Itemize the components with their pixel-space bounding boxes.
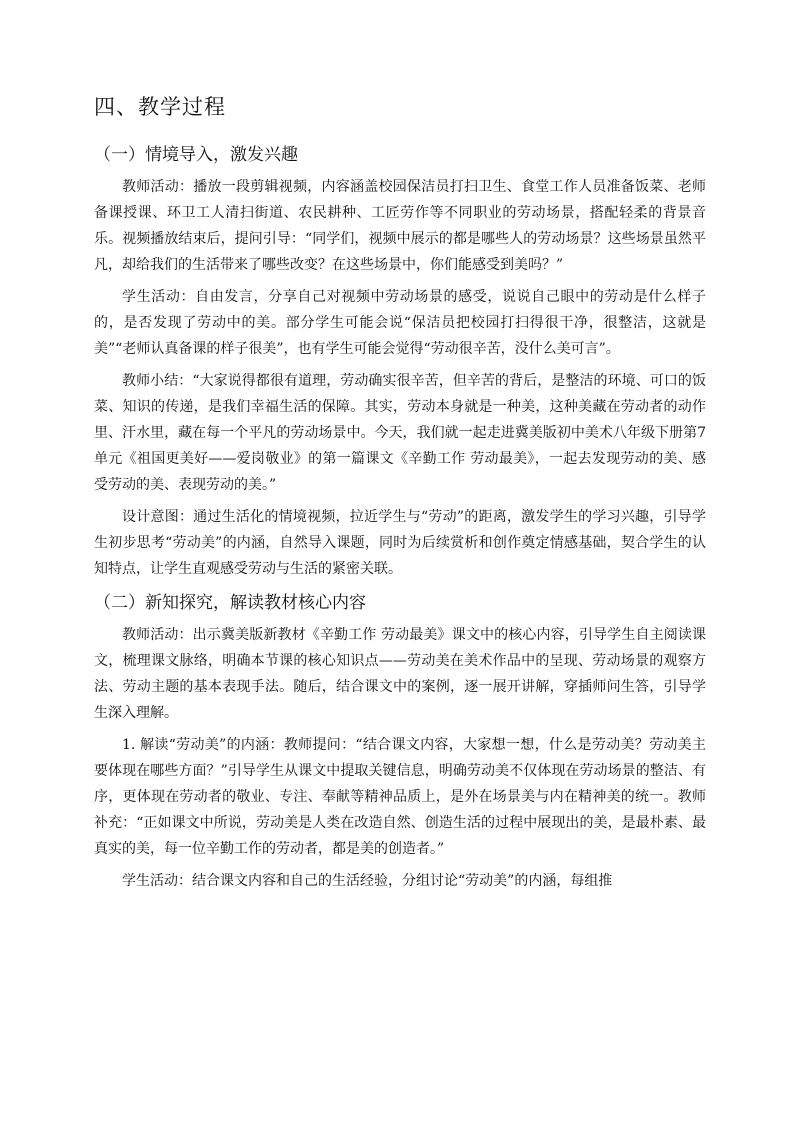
section-heading: 四、教学过程 — [94, 95, 226, 119]
subsection-title-1: （一）情境导入，激发兴趣 — [94, 145, 298, 165]
paragraph: 学生活动：结合课文内容和自己的生活经验，分组讨论“劳动美”的内涵，每组推 — [122, 873, 613, 889]
document-page — [94, 92, 706, 900]
paragraph: 设计意图：通过生活化的情境视频，拉近学生与“劳动”的距离，激发学生的学习兴趣，引导学生初步思考“劳动美”的内涵，自然导入课题，同时为后续赏析和创作奠定情感基础，契合学生的认知特点，让学生直观感受劳动与生活的紧密关联。 — [94, 509, 706, 577]
paragraph: 教师活动：出示冀美版新教材《辛勤工作 劳动最美》课文中的核心内容，引导学生自主阅读课文，梳理课文脉络，明确本节课的核心知识点——劳动美在美术作品中的呈现、劳动场景的观察方法、劳动主题的基本表现手法。随后，结合课文中的案例，逐一展开讲解，穿插师问生答，引导学生深入理解。 — [94, 627, 706, 721]
paragraph: 教师小结：“大家说得都很有道理，劳动确实很辛苦，但辛苦的背后，是整洁的环境、可口的饭菜、知识的传递，是我们幸福生活的保障。其实，劳动本身就是一种美，这种美藏在劳动者的动作里、汗水里，藏在每一个平凡的劳动场景中。今天，我们就一起走进冀美版初中美术八年级下册第7单元《祖国更美好——爱岗敬业》的第一篇课文《辛勤工作 劳动最美》，一起去发现劳动的美、感受劳动的美、表现劳动的美。” — [94, 373, 706, 493]
paragraph: 教师活动：播放一段剪辑视频，内容涵盖校园保洁员打扫卫生、食堂工作人员准备饭菜、老师备课授课、环卫工人清扫街道、农民耕种、工匠劳作等不同职业的劳动场景，搭配轻柔的背景音乐。视频播放结束后，提问引导：“同学们，视频中展示的都是哪些人的劳动场景？这些场景虽然平凡，却给我们的生活带来了哪些改变？在这些场景中，你们能感受到美吗？” — [94, 179, 706, 273]
paragraph: 1. 解读“劳动美”的内涵：教师提问：“结合课文内容，大家想一想，什么是劳动美？劳动美主要体现在哪些方面？”引导学生从课文中提取关键信息，明确劳动美不仅体现在劳动场景的整洁、有序，更体现在劳动者的敬业、专注、奉献等精神品质上，是外在场景美与内在精神美的统一。教师补充：“正如课文中所说，劳动美是人类在改造自然、创造生活的过程中展现出的美，是最朴素、最真实的美，每一位辛勤工作的劳动者，都是美的创造者。” — [94, 737, 706, 857]
paragraph: 学生活动：自由发言，分享自己对视频中劳动场景的感受，说说自己眼中的劳动是什么样子的，是否发现了劳动中的美。部分学生可能会说“保洁员把校园打扫得很干净，很整洁，这就是美”“老师认真备课的样子很美”，也有学生可能会觉得“劳动很辛苦，没什么美可言”。 — [94, 289, 706, 357]
subsection-title-2: （二）新知探究，解读教材核心内容 — [94, 593, 366, 613]
